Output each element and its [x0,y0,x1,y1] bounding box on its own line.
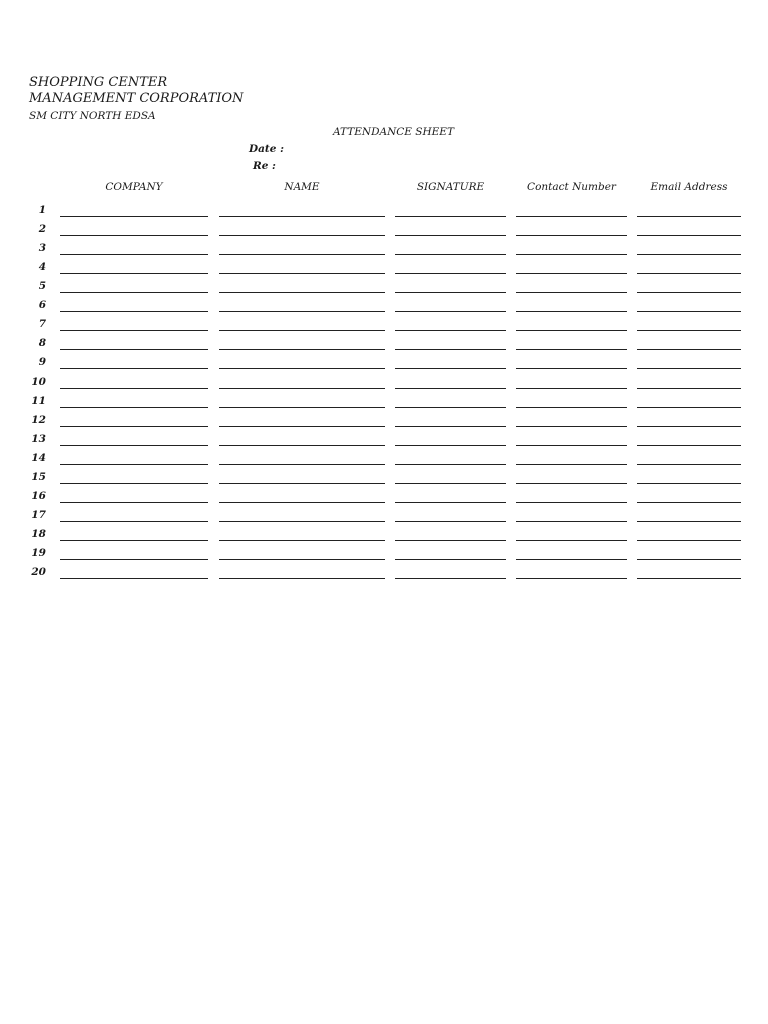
email-address-blank-line[interactable] [637,235,741,236]
name-blank-line[interactable] [219,559,385,560]
email-address-blank-line[interactable] [637,292,741,293]
company-blank-line[interactable] [60,578,208,579]
branch-name: SM CITY NORTH EDSA [29,110,156,122]
signature-blank-line[interactable] [395,273,506,274]
contact-number-blank-line[interactable] [516,273,627,274]
signature-blank-line[interactable] [395,464,506,465]
table-row [0,335,768,354]
email-address-blank-line[interactable] [637,559,741,560]
email-address-blank-line[interactable] [637,578,741,579]
row-number: 9 [38,356,46,369]
table-row [0,316,768,335]
contact-number-blank-line[interactable] [516,540,627,541]
table-row [0,488,768,507]
row-number: 2 [38,223,46,236]
email-address-blank-line[interactable] [637,426,741,427]
company-blank-line[interactable] [60,388,208,389]
company-blank-line[interactable] [60,407,208,408]
name-blank-line[interactable] [219,464,385,465]
name-blank-line[interactable] [219,445,385,446]
signature-blank-line[interactable] [395,292,506,293]
contact-number-blank-line[interactable] [516,502,627,503]
column-header-contact-number: Contact Number [527,181,616,193]
table-row [0,431,768,450]
row-number: 3 [38,242,46,255]
email-address-blank-line[interactable] [637,540,741,541]
table-row [0,202,768,221]
table-row [0,221,768,240]
name-blank-line[interactable] [219,349,385,350]
re-label: Re : [253,160,276,172]
name-blank-line[interactable] [219,235,385,236]
name-blank-line[interactable] [219,521,385,522]
email-address-blank-line[interactable] [637,349,741,350]
column-header-email-address: Email Address [650,181,728,193]
signature-blank-line[interactable] [395,502,506,503]
table-row [0,297,768,316]
contact-number-blank-line[interactable] [516,483,627,484]
company-blank-line[interactable] [60,216,208,217]
company-blank-line[interactable] [60,426,208,427]
contact-number-blank-line[interactable] [516,445,627,446]
table-row [0,450,768,469]
company-blank-line[interactable] [60,502,208,503]
contact-number-blank-line[interactable] [516,426,627,427]
email-address-blank-line[interactable] [637,521,741,522]
row-number: 17 [31,508,46,521]
table-row [0,469,768,488]
contact-number-blank-line[interactable] [516,254,627,255]
email-address-blank-line[interactable] [637,254,741,255]
row-number: 15 [31,470,46,483]
contact-number-blank-line[interactable] [516,349,627,350]
row-number: 1 [38,204,46,216]
email-address-blank-line[interactable] [637,216,741,217]
email-address-blank-line[interactable] [637,464,741,465]
email-address-blank-line[interactable] [637,330,741,331]
table-row [0,354,768,373]
name-blank-line[interactable] [219,388,385,389]
row-number: 16 [31,489,46,502]
table-row [0,564,768,583]
organization-name-line-1: SHOPPING CENTER [29,75,168,90]
name-blank-line[interactable] [219,540,385,541]
company-blank-line[interactable] [60,349,208,350]
signature-blank-line[interactable] [395,349,506,350]
row-number: 14 [31,451,46,464]
contact-number-blank-line[interactable] [516,578,627,579]
row-number: 8 [38,337,46,350]
signature-blank-line[interactable] [395,368,506,369]
row-number: 10 [31,375,46,388]
company-blank-line[interactable] [60,330,208,331]
signature-blank-line[interactable] [395,578,506,579]
contact-number-blank-line[interactable] [516,559,627,560]
company-blank-line[interactable] [60,254,208,255]
company-blank-line[interactable] [60,445,208,446]
contact-number-blank-line[interactable] [516,311,627,312]
company-blank-line[interactable] [60,521,208,522]
name-blank-line[interactable] [219,330,385,331]
company-blank-line[interactable] [60,483,208,484]
row-number: 4 [38,261,46,274]
email-address-blank-line[interactable] [637,445,741,446]
name-blank-line[interactable] [219,368,385,369]
signature-blank-line[interactable] [395,559,506,560]
name-blank-line[interactable] [219,292,385,293]
signature-blank-line[interactable] [395,483,506,484]
name-blank-line[interactable] [219,483,385,484]
table-row [0,278,768,297]
row-number: 6 [38,299,46,312]
sheet-title: ATTENDANCE SHEET [333,126,454,138]
signature-blank-line[interactable] [395,330,506,331]
name-blank-line[interactable] [219,578,385,579]
signature-blank-line[interactable] [395,388,506,389]
name-blank-line[interactable] [219,502,385,503]
company-blank-line[interactable] [60,235,208,236]
email-address-blank-line[interactable] [637,273,741,274]
contact-number-blank-line[interactable] [516,388,627,389]
name-blank-line[interactable] [219,216,385,217]
table-row [0,259,768,278]
row-number: 13 [31,432,46,445]
row-number: 11 [31,394,46,407]
contact-number-blank-line[interactable] [516,521,627,522]
company-blank-line[interactable] [60,311,208,312]
row-number: 18 [31,527,46,540]
signature-blank-line[interactable] [395,407,506,408]
contact-number-blank-line[interactable] [516,235,627,236]
column-header-signature: SIGNATURE [416,181,485,193]
row-number: 20 [31,566,46,578]
company-blank-line[interactable] [60,559,208,560]
date-label: Date : [249,143,284,155]
company-blank-line[interactable] [60,273,208,274]
name-blank-line[interactable] [219,311,385,312]
signature-blank-line[interactable] [395,426,506,427]
company-blank-line[interactable] [60,368,208,369]
name-blank-line[interactable] [219,407,385,408]
name-blank-line[interactable] [219,254,385,255]
table-row [0,507,768,526]
company-blank-line[interactable] [60,464,208,465]
email-address-blank-line[interactable] [637,407,741,408]
table-row [0,240,768,259]
row-number: 12 [31,413,46,426]
name-blank-line[interactable] [219,426,385,427]
contact-number-blank-line[interactable] [516,216,627,217]
table-row [0,374,768,393]
contact-number-blank-line[interactable] [516,407,627,408]
contact-number-blank-line[interactable] [516,330,627,331]
name-blank-line[interactable] [219,273,385,274]
signature-blank-line[interactable] [395,254,506,255]
signature-blank-line[interactable] [395,540,506,541]
signature-blank-line[interactable] [395,235,506,236]
signature-blank-line[interactable] [395,445,506,446]
row-number: 7 [38,318,46,331]
contact-number-blank-line[interactable] [516,292,627,293]
email-address-blank-line[interactable] [637,388,741,389]
signature-blank-line[interactable] [395,216,506,217]
email-address-blank-line[interactable] [637,502,741,503]
organization-name-line-2: MANAGEMENT CORPORATION [29,91,244,106]
email-address-blank-line[interactable] [637,483,741,484]
column-header-name: NAME [284,181,320,193]
company-blank-line[interactable] [60,292,208,293]
row-number: 5 [38,280,46,293]
email-address-blank-line[interactable] [637,368,741,369]
company-blank-line[interactable] [60,540,208,541]
column-header-company: COMPANY [105,181,163,193]
signature-blank-line[interactable] [395,521,506,522]
table-row [0,545,768,564]
table-row [0,393,768,412]
contact-number-blank-line[interactable] [516,368,627,369]
table-row [0,526,768,545]
contact-number-blank-line[interactable] [516,464,627,465]
row-number: 19 [31,546,46,559]
table-row [0,412,768,431]
email-address-blank-line[interactable] [637,311,741,312]
signature-blank-line[interactable] [395,311,506,312]
